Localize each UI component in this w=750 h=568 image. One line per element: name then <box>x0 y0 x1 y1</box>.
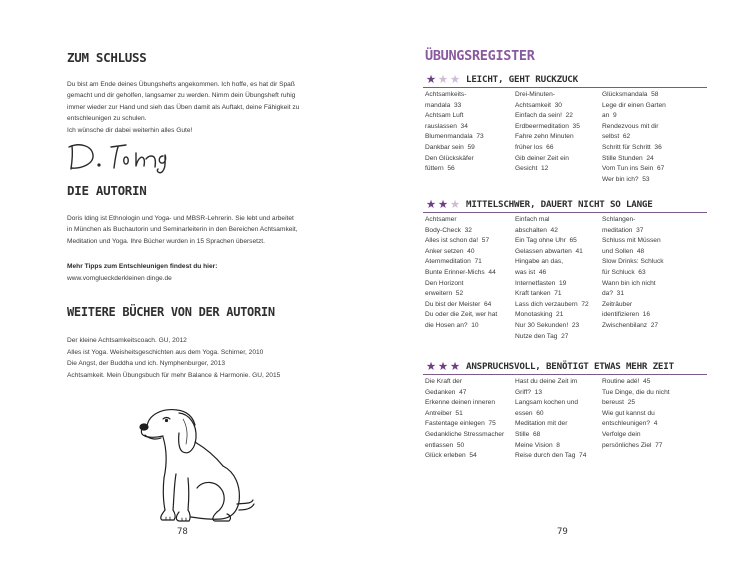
register-entry: Blumenmandala 73 <box>425 133 484 141</box>
register-column <box>602 90 702 185</box>
register-entry: Meditation mit der <box>515 420 568 428</box>
autorin-body <box>67 213 327 247</box>
register-entry: Gib deiner Zeit ein <box>515 154 569 162</box>
register-entry: identifizieren 16 <box>602 311 651 319</box>
register-entry: Wer bin ich? 53 <box>602 175 650 183</box>
register-entry: die Hosen an? 10 <box>425 321 479 329</box>
divider <box>423 374 707 375</box>
register-entry: was ist 46 <box>515 268 547 276</box>
register-entry: Hingabe an das, <box>515 258 564 266</box>
register-entry: essen 60 <box>515 409 544 417</box>
body-line: immer wieder zur Hand und sieh das Üben damit als Auftakt, deine Fähigkeit zu <box>67 103 300 111</box>
register-entry: Meine Vision 8 <box>515 441 560 449</box>
register-entry: Gedankliche Stressmacher <box>425 430 505 438</box>
register-entry: Achtsamer <box>425 216 457 223</box>
register-entry: Einfach da sein! 22 <box>515 112 573 120</box>
register-entry: selbst 62 <box>602 133 631 141</box>
register-entry: Einfach mal <box>515 216 550 223</box>
register-entry: Internetfasten 19 <box>515 279 567 287</box>
difficulty-label: ANSPRUCHSVOLL, BENÖTIGT ETWAS MEHR ZEIT <box>466 361 674 372</box>
register-column <box>515 90 607 175</box>
book-list <box>67 335 347 381</box>
difficulty-heading-medium <box>425 199 653 210</box>
register-column <box>515 377 607 462</box>
register-entry: Schritt für Schritt 36 <box>602 143 662 151</box>
register-entry: Alles ist schon da! 57 <box>425 237 490 245</box>
star-empty-icon: ★ <box>449 72 461 86</box>
register-entry: Glücksmandala 58 <box>602 91 659 98</box>
register-entry: Antreiber 51 <box>425 409 463 417</box>
register-entry: an 9 <box>602 112 617 120</box>
register-entry: Glück erleben 54 <box>425 452 477 460</box>
register-entry: Vom Tun ins Sein 67 <box>602 165 665 173</box>
autorin-heading: DIE AUTORIN <box>67 183 147 198</box>
register-entry: Stille 68 <box>515 430 541 438</box>
register-entry: Du bist der Meister 64 <box>425 300 492 308</box>
register-column <box>425 377 513 462</box>
register-entry: Schluss mit Müssen <box>602 237 661 245</box>
register-entry: abschalten 42 <box>515 226 558 234</box>
star-filled-icon: ★ <box>425 359 437 373</box>
difficulty-heading-hard <box>425 361 674 372</box>
register-column <box>602 215 702 332</box>
body-line: Du bist am Ende deines Übungshefts angekommen. Ich hoffe, es hat dir Spaß <box>67 81 295 88</box>
register-entry: entlassen 50 <box>425 441 465 449</box>
register-entry: Gelassen abwarten 41 <box>515 247 583 255</box>
difficulty-label: LEICHT, GEHT RUCKZUCK <box>466 74 578 85</box>
register-title: ÜBUNGSREGISTER <box>425 48 535 64</box>
register-entry: Anker setzen 40 <box>425 247 475 255</box>
register-entry: Body-Check 32 <box>425 226 472 234</box>
register-entry: erweitern 52 <box>425 290 464 298</box>
book-item: Der kleine Achtsamkeitscoach. GU, 2012 <box>67 337 187 344</box>
register-entry: Kraft tanken 71 <box>515 290 562 298</box>
register-column <box>602 377 702 451</box>
page-number: 79 <box>557 527 568 537</box>
register-column <box>425 215 513 332</box>
register-entry: Du oder die Zeit, wer hat <box>425 311 498 319</box>
register-entry: Den Glückskäfer <box>425 154 474 162</box>
signature-drawing <box>66 140 188 174</box>
register-entry: rauslassen 34 <box>425 122 468 130</box>
register-entry: und Sollen 48 <box>602 247 645 255</box>
register-entry: Erdbeermeditation 35 <box>515 122 580 130</box>
register-entry: Bunte Erinner-Michs 44 <box>425 268 496 276</box>
register-entry: Fastentage einlegen 75 <box>425 420 496 428</box>
register-entry: mandala 33 <box>425 101 462 109</box>
register-entry: Monotasking 21 <box>515 311 564 319</box>
register-entry: entschleunigen? 4 <box>602 420 658 428</box>
register-entry: Achtsamkeits- <box>425 91 467 98</box>
body-line: entschleunigen zu schulen. <box>67 115 147 123</box>
register-entry: Hast du deine Zeit im <box>515 378 578 385</box>
register-entry: Nur 30 Sekunden! 23 <box>515 321 580 329</box>
register-entry: bereust 25 <box>602 399 635 407</box>
register-entry: Die Kraft der <box>425 378 463 385</box>
book-item: Alles ist Yoga. Weisheitsgeschichten aus dem Yoga. Schirner, 2010 <box>67 348 264 356</box>
tips-heading: Mehr Tipps zum Entschleunigen findest du hier: <box>67 263 218 270</box>
register-entry: Nutze den Tag 27 <box>515 332 569 340</box>
register-entry: Griff? 13 <box>515 388 542 396</box>
register-entry: persönliches Ziel 77 <box>602 441 663 449</box>
star-filled-icon: ★ <box>449 359 461 373</box>
body-line: Ich wünsche dir dabei weiterhin alles Gute! <box>67 126 193 134</box>
body-line: Doris Iding ist Ethnologin und Yoga- und MBSR-Lehrerin. Sie lebt und arbeitet <box>67 215 294 222</box>
weitere-buecher-heading: WEITERE BÜCHER VON DER AUTORIN <box>67 305 275 319</box>
register-entry: früher los 66 <box>515 143 554 151</box>
book-item: Achtsamkeit. Mein Übungsbuch für mehr Balance & Harmonie. GU, 2015 <box>67 371 281 379</box>
register-entry: Langsam kochen und <box>515 399 579 407</box>
difficulty-label: MITTELSCHWER, DAUERT NICHT SO LANGE <box>466 199 653 210</box>
divider <box>423 87 707 88</box>
register-entry: Atemmeditation 71 <box>425 258 482 266</box>
register-entry: für Schluck 63 <box>602 268 646 276</box>
right-page <box>375 0 750 568</box>
body-line: in München als Buchautorin und Seminarleiterin in den Bereichen Achtsamkeit, <box>67 226 298 234</box>
register-entry: Tue Dinge, die du nicht <box>602 388 670 396</box>
register-entry: Schlangen- <box>602 216 636 223</box>
register-entry: Rendezvous mit dir <box>602 122 659 130</box>
register-entry: Gesicht 12 <box>515 165 549 173</box>
register-entry: Drei-Minuten- <box>515 91 555 98</box>
register-entry: Zeiträuber <box>602 300 633 308</box>
register-entry: Ein Tag ohne Uhr 65 <box>515 237 577 245</box>
register-entry: Zwischenbilanz 27 <box>602 321 659 329</box>
star-filled-icon: ★ <box>425 72 437 86</box>
register-entry: Reise durch den Tag 74 <box>515 452 587 460</box>
star-rating <box>425 74 461 85</box>
register-entry: Lege dir einen Garten <box>602 101 666 109</box>
star-filled-icon: ★ <box>437 197 449 211</box>
star-empty-icon: ★ <box>449 197 461 211</box>
register-column <box>515 215 607 342</box>
register-entry: Achtsamkeit 30 <box>515 101 562 109</box>
register-entry: füttern 56 <box>425 165 455 173</box>
register-entry: Dankbar sein 59 <box>425 143 475 151</box>
register-entry: Lass dich verzaubern 72 <box>515 300 589 308</box>
register-entry: Gedanken 47 <box>425 388 467 396</box>
register-entry: Den Horizont <box>425 279 464 287</box>
divider <box>423 212 707 213</box>
zum-schluss-heading: ZUM SCHLUSS <box>67 50 147 65</box>
register-entry: Routine adé! 45 <box>602 378 651 385</box>
register-entry: Wann bin ich nicht <box>602 279 656 287</box>
difficulty-heading-easy <box>425 74 578 85</box>
tips-url: www.vomglueckderkleinen dinge.de <box>67 275 172 282</box>
register-entry: Achtsam Luft <box>425 112 464 120</box>
star-rating <box>425 361 461 372</box>
register-entry: Wie gut kannst du <box>602 409 655 417</box>
register-entry: meditation 37 <box>602 226 644 234</box>
star-filled-icon: ★ <box>425 197 437 211</box>
register-column <box>425 90 513 175</box>
register-entry: da? 31 <box>602 290 624 298</box>
body-line: gemacht und dir geholfen, langsamer zu werden. Nimm dein Übungsheft ruhig <box>67 92 296 100</box>
dog-illustration <box>133 400 257 525</box>
register-entry: Verfolge dein <box>602 430 641 438</box>
zum-schluss-body <box>67 79 325 136</box>
star-empty-icon: ★ <box>437 72 449 86</box>
body-line: Meditation und Yoga. Ihre Bücher wurden in 15 Sprachen übersetzt. <box>67 237 265 245</box>
page-number: 78 <box>177 527 188 537</box>
register-entry: Slow Drinks: Schluck <box>602 258 664 266</box>
register-entry: Fahre zehn Minuten <box>515 133 574 141</box>
book-item: Die Angst, der Buddha und ich. Nymphenburger, 2013 <box>67 360 225 368</box>
register-entry: Stille Stunden 24 <box>602 154 654 162</box>
register-entry: Erkenne deinen inneren <box>425 399 496 407</box>
star-rating <box>425 199 461 210</box>
star-filled-icon: ★ <box>437 359 449 373</box>
